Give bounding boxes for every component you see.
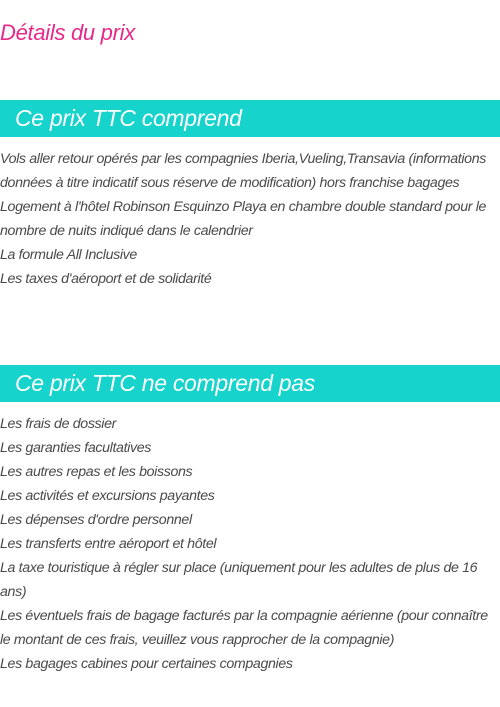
included-heading: Ce prix TTC comprend xyxy=(15,105,242,131)
excluded-item: Les bagages cabines pour certaines compagnies xyxy=(0,656,293,672)
excluded-item: Les autres repas et les boissons xyxy=(0,464,193,480)
excluded-list xyxy=(0,412,500,676)
included-item: Vols aller retour opérés par les compagnies Iberia,Vueling,Transavia (informations données à titre indicatif sous réserve de modification) hors franchise bagages xyxy=(0,151,486,191)
included-list xyxy=(0,147,500,291)
excluded-item: Les garanties facultatives xyxy=(0,440,151,456)
page-title: Détails du prix xyxy=(0,20,135,45)
excluded-item: Les transferts entre aéroport et hôtel xyxy=(0,536,217,552)
included-item: Logement à l'hôtel Robinson Esquinzo Playa en chambre double standard pour le nombre de nuits indiqué dans le calendrier xyxy=(0,199,487,239)
excluded-item: Les dépenses d'ordre personnel xyxy=(0,512,192,528)
included-item: La formule All Inclusive xyxy=(0,247,137,263)
excluded-section-header xyxy=(0,365,500,402)
excluded-item: Les activités et excursions payantes xyxy=(0,488,215,504)
excluded-heading: Ce prix TTC ne comprend pas xyxy=(15,370,315,396)
included-item: Les taxes d'aéroport et de solidarité xyxy=(0,271,212,287)
included-section-header xyxy=(0,100,500,137)
excluded-item: Les frais de dossier xyxy=(0,416,117,432)
excluded-item: La taxe touristique à régler sur place (uniquement pour les adultes de plus de 16 ans) xyxy=(0,560,478,600)
excluded-item: Les éventuels frais de bagage facturés par la compagnie aérienne (pour connaître le montant de ces frais, veuillez vous rapprocher de la compagnie) xyxy=(0,608,488,648)
